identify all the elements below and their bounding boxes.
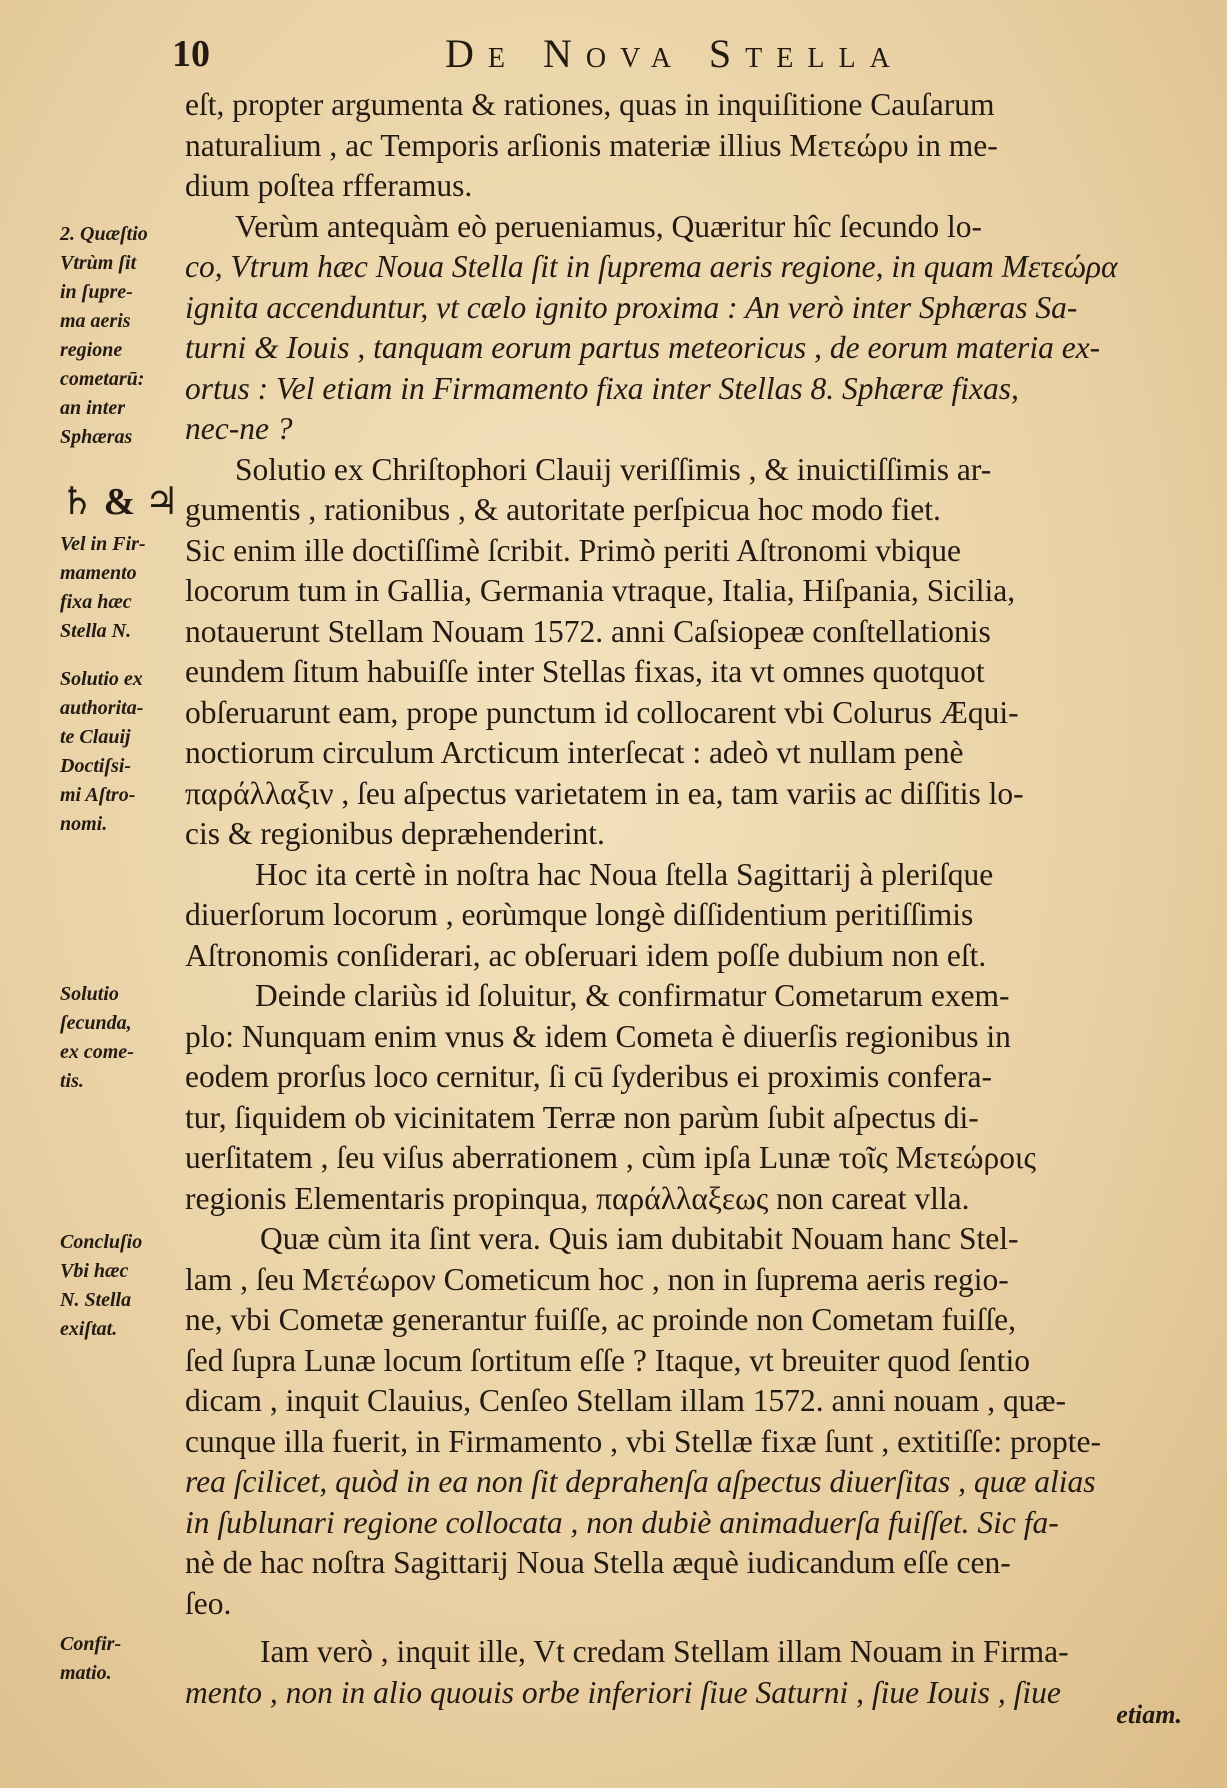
text-line: nec-ne ? [185,411,293,446]
text-line: ſeo. [185,1585,232,1621]
text-line: notauerunt Stellam Nouam 1572. anni Caſsiopeæ conſtellationis [185,613,991,649]
text-line: obſeruarunt eam, prope punctum id collocarent vbi Colurus Æqui- [185,694,1019,730]
text-line: ortus : Vel etiam in Firmamento fixa inter Stellas 8. Sphæræ fixas, [185,370,1019,406]
text-line: co, Vtrum hæc Noua Stella ſit in ſuprema aeris regione, in quam Μετεώρα [185,249,1118,284]
margin-note: Solutio ſecunda, ex come- tis. [60,983,134,1092]
text-line: tur, ſiquidem ob vicinitatem Terræ non parùm ſubit aſpectus di- [185,1099,979,1135]
page-number: 10 [172,33,210,75]
text-line: eundem ſitum habuiſſe inter Stellas fixas, ita vt omnes quotquot [185,654,985,689]
text-line: Quæ cùm ita ſint vera. Quis iam dubitabit Nouam hanc Stel- [260,1221,1019,1256]
text-line: noctiorum circulum Arcticum interſecat : adeò vt nullam penè [185,735,964,770]
text-line: eodem prorſus loco cernitur, ſi cū ſyderibus ei proximis confera- [185,1059,992,1094]
text-line: Deinde clariùs id ſoluitur, & confirmatur Cometarum exem- [255,978,1010,1013]
text-line: cis & regionibus depræhenderint. [185,816,605,851]
text-line: in ſublunari regione collocata , non dubiè animaduerſa fuiſſet. Sic fa- [185,1504,1059,1540]
text-line: mento , non in alio quouis orbe inferiori ſiue Saturni , ſiue Iouis , ſiue [185,1674,1061,1710]
text-line: Aſtronomis conſiderari, ac obſeruari idem poſſe dubium non eſt. [185,937,987,973]
text-line: nè de hac noſtra Sagittarij Noua Stella æquè iudicandum eſſe cen- [185,1545,1011,1580]
text-line: naturalium , ac Temporis arſionis materiæ illius Μετεώρυ in me- [185,127,998,163]
text-line: ignita accenduntur, vt cælo ignito proxima : An verò inter Sphæras Sa- [185,289,1078,325]
text-line: Verùm antequàm eò perueniamus, Quæritur hîc ſecundo lo- [235,208,983,244]
text-line: ſed ſupra Lunæ locum ſortitum eſſe ? Itaque, vt breuiter quod ſentio [185,1342,1031,1378]
text-line: Hoc ita certè in noſtra hac Noua ſtella Sagittarij à pleriſque [255,856,994,892]
margin-note: 2. Quæſtio Vtrùm ſit in ſupre- ma aeris regione cometarū: an inter Sphæras [60,223,148,448]
text-line: plo: Nunquam enim vnus & idem Cometa è diuerſis regionibus in [185,1018,1011,1054]
margin-note: Vel in Fir- mamento fixa hæc Stella N. [60,533,146,642]
text-line: gumentis , rationibus , & autoritate perſpicua hoc modo fiet. [185,492,941,527]
text-line: Sic enim ille doctiſſimè ſcribit. Primò periti Aſtronomi vbique [185,532,962,568]
main-text-block [185,85,1185,1713]
text-line: lam , ſeu Μετέωρον Cometicum hoc , non in ſuprema aeris regio- [185,1261,1009,1297]
text-line: Solutio ex Chriſtophori Clauij veriſſimis , & inuictiſſimis ar- [235,451,992,487]
margin-note-planet-symbols: ♄ & ♃ [60,481,179,523]
text-line: uerſitatem , ſeu viſus aberrationem , cùm ipſa Lunæ τοῖς Μετεώροις [185,1140,1036,1175]
margin-note: Solutio ex authorita- te Clauij Doctiſsi- mi Aſtro- nomi. [60,668,144,835]
text-line: cunque illa fuerit, in Firmamento , vbi Stellæ fixæ ſunt , extitiſſe: propte- [185,1423,1101,1459]
text-line: eſt, propter argumenta & rationes, quas in inquiſitione Cauſarum [185,87,995,122]
margin-note: Confir- matio. [60,1633,122,1684]
running-title: De Nova Stella [445,31,904,76]
text-line: rea ſcilicet, quòd in ea non ſit deprahenſa aſpectus diuerſitas , quæ alias [185,1464,1096,1499]
text-line: ne, vbi Cometæ generantur fuiſſe, ac proinde non Cometam fuiſſe, [185,1302,1017,1337]
text-line: dium poſtea rfferamus. [185,168,473,203]
text-line: παράλλαξιν , ſeu aſpectus varietatem in ea, tam variis ac diſſitis lo- [185,775,1024,811]
text-line: dicam , inquit Clauius, Cenſeo Stellam illam 1572. anni nouam , quæ- [185,1383,1067,1418]
text-line: Iam verò , inquit ille, Vt credam Stellam illam Nouam in Firma- [260,1634,1069,1669]
text-line: regionis Elementaris propinqua, παράλλαξεως non careat vlla. [185,1180,970,1216]
page-header [0,30,1227,80]
margin-note: Concluſio Vbi hæc N. Stella exiſtat. [60,1231,143,1340]
text-line: diuerſorum locorum , eorùmque longè diſſidentium peritiſſimis [185,897,974,932]
catchword: etiam. [1116,1700,1182,1729]
text-line: locorum tum in Gallia, Germania vtraque, Italia, Hiſpania, Sicilia, [185,573,1016,608]
text-line: turni & Iouis , tanquam eorum partus meteoricus , de eorum materia ex- [185,330,1101,365]
